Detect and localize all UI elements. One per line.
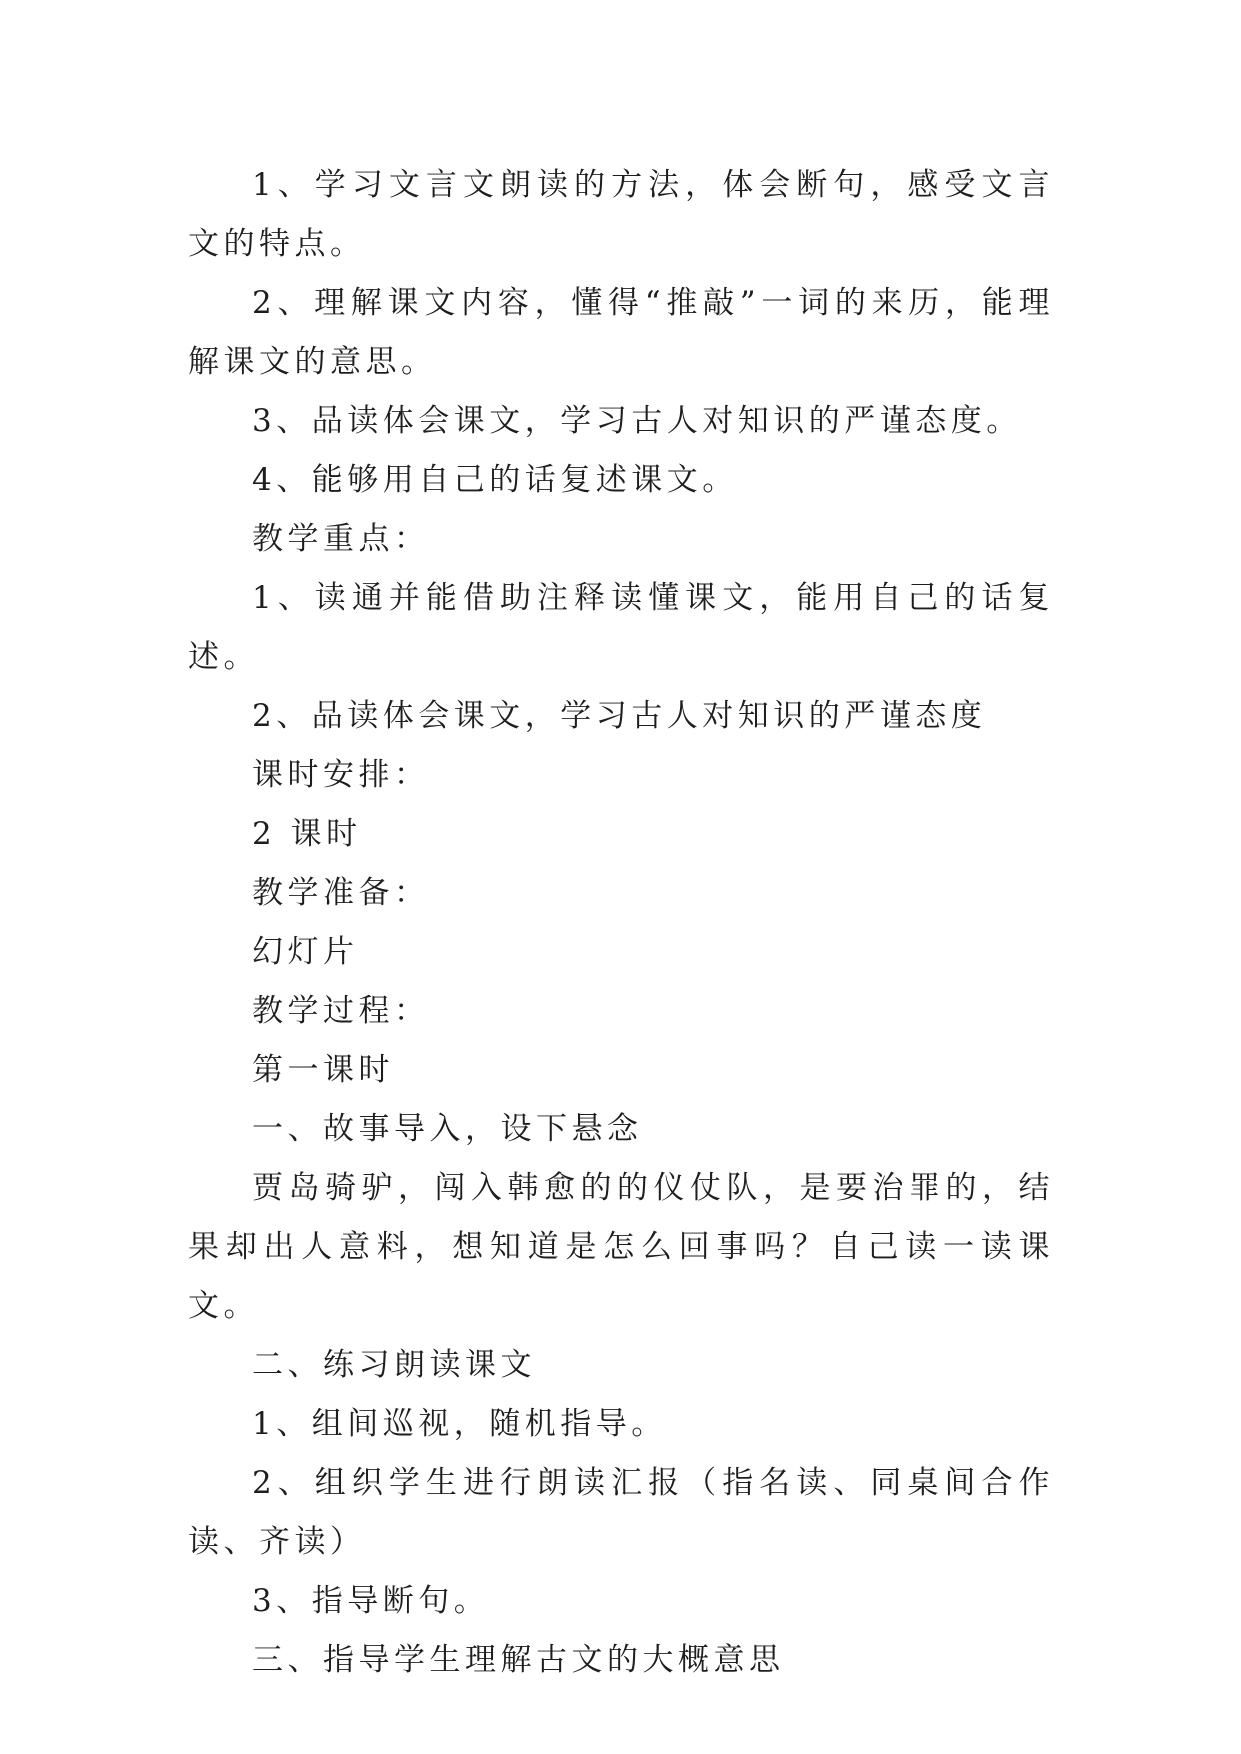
- step-2-item-2: 2、组织学生进行朗读汇报（指名读、同桌间合作读、齐读）: [188, 1465, 1054, 1560]
- objective-1: 1、学习文言文朗读的方法，体会断句，感受文言文的特点。: [188, 167, 1054, 262]
- step-3-heading: 三、指导学生理解古文的大概意思: [252, 1642, 785, 1678]
- step-2-item-1: 1、组间巡视，随机指导。: [252, 1406, 667, 1442]
- section-heading-process: 教学过程：: [252, 993, 430, 1029]
- step-1-heading: 一、故事导入，设下悬念: [252, 1111, 643, 1147]
- key-point-1: 1、读通并能借助注释读懂课文，能用自己的话复述。: [188, 580, 1054, 675]
- objective-2: 2、理解课文内容，懂得“推敲”一词的来历，能理解课文的意思。: [188, 285, 1054, 380]
- preparation-value: 幻灯片: [252, 934, 359, 970]
- step-2-heading: 二、练习朗读课文: [252, 1347, 536, 1383]
- section-heading-preparation: 教学准备：: [252, 875, 430, 911]
- step-2-item-3: 3、指导断句。: [252, 1583, 490, 1619]
- lesson-title: 第一课时: [252, 1052, 394, 1088]
- section-heading-schedule: 课时安排：: [252, 757, 430, 793]
- document-body: [188, 156, 1054, 1690]
- objective-3: 3、品读体会课文，学习古人对知识的严谨态度。: [252, 403, 1022, 439]
- step-1-body: 贾岛骑驴，闯入韩愈的的仪仗队，是要治罪的，结果却出人意料，想知道是怎么回事吗？自己读一读课文。: [188, 1170, 1054, 1324]
- key-point-2: 2、品读体会课文，学习古人对知识的严谨态度: [252, 698, 987, 734]
- objective-4: 4、能够用自己的话复述课文。: [252, 462, 738, 498]
- schedule-value: 2 课时: [252, 816, 362, 852]
- section-heading-key-points: 教学重点：: [252, 521, 430, 557]
